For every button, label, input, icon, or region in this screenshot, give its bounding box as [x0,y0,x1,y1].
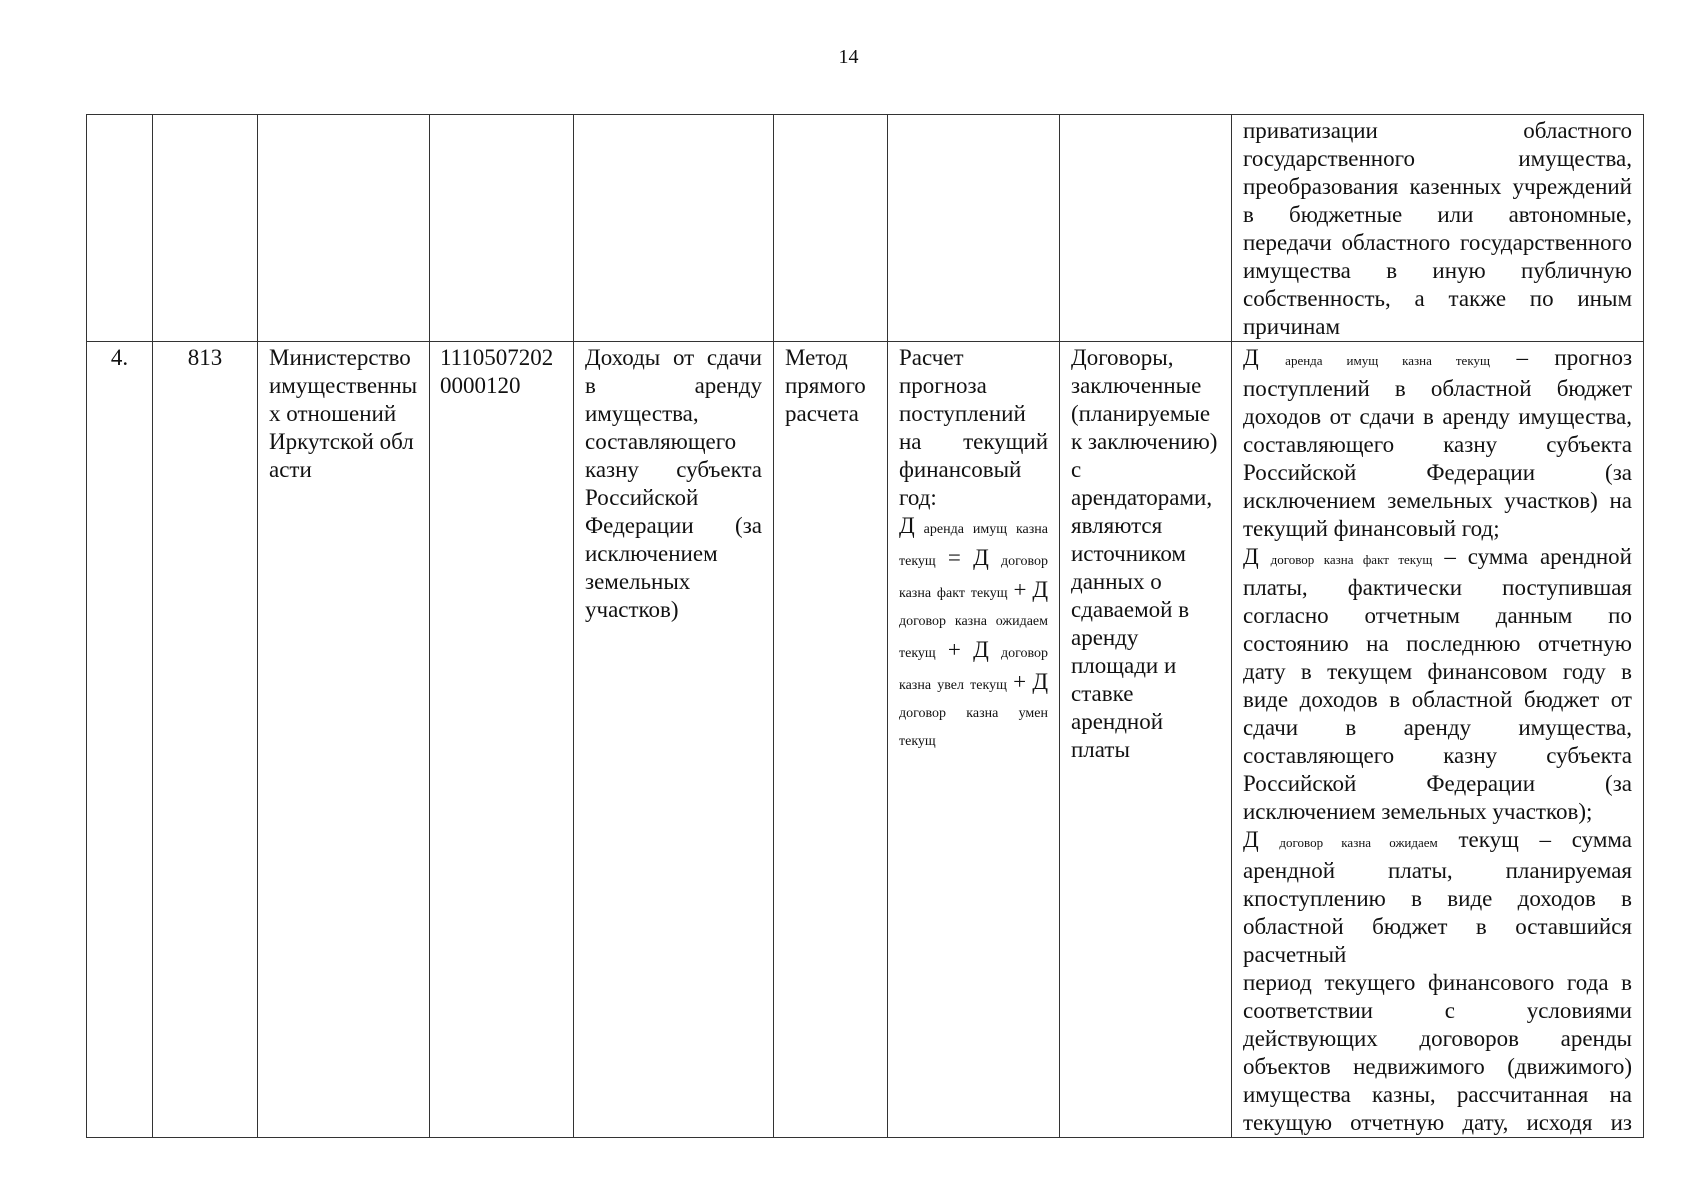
cell-calculation [888,342,1060,1138]
cell-kbk [430,342,574,1138]
cell-empty [258,115,430,342]
formula-subscript: договор казна факт текущ [899,554,1048,601]
formula-equals: = [947,545,961,570]
formula-subscript: договор казна ожидаем текущ [899,614,1048,661]
kbk-line-2: 0000120 [440,373,521,398]
description-paragraph [1243,826,1632,969]
cell-admin-code: 813 [153,342,258,1138]
formula-plus: + [1013,669,1027,694]
formula-symbol: Д [973,637,989,662]
formula-plus: + [947,637,961,662]
symbol-subscript: аренда имущ казна текущ [1285,353,1490,368]
revenue-forecast-table [86,114,1644,1138]
kbk-line-1: 1110507202 [440,345,554,370]
cell-empty [774,115,888,342]
cell-row-number: 4. [87,342,153,1138]
symbol-subscript: договор казна факт текущ [1270,552,1433,567]
cell-empty [1060,115,1232,342]
calculation-intro: Расчет прогноза поступлений на текущий финансовый год: [899,345,1048,510]
formula-subscript: аренда имущ казна текущ [899,522,1048,569]
cell-administrator: Министерство имущественных отношений Иркутской области [258,342,430,1138]
table-row-4 [87,342,1644,1138]
formula-symbol: Д [973,545,989,570]
cell-empty [888,115,1060,342]
table-row-continuation [87,115,1644,342]
symbol-d: Д [1243,827,1259,852]
cell-data-sources: Договоры, заключенные (планируемые к заключению) с арендаторами, являются источником данных о сдаваемой в аренду площади и ставке арендной платы [1060,342,1232,1138]
formula-plus: + [1013,577,1027,602]
description-paragraph [1243,543,1632,826]
description-paragraph [1243,344,1632,543]
formula-subscript: договор казна увел текущ [899,646,1048,693]
formula-symbol: Д [1032,577,1049,602]
cell-empty [153,115,258,342]
formula-subscript: договор казна умен текущ [899,706,1048,749]
formula-symbol: Д [1032,669,1049,694]
paragraph-text: – прогноз поступлений в областной бюджет доходов от сдачи в аренду имущества, составляющего казну субъекта Российской Федерации (за исключением земельных участков) на текущий финансовый год; [1243,345,1633,541]
paragraph-text: – сумма арендной платы, фактически поступившая согласно отчетным данным по состоянию на последнюю отчетную дату в текущем финансовом году в виде доходов в областной бюджет от сдачи в аренду имущества, составляющего казну субъекта Российской Федерации (за исключением земельных участков); [1243,544,1632,824]
cell-description [1232,342,1644,1138]
cell-description-continuation: приватизации областного государственного имущества, преобразования казенных учреждений в бюджетные или автономные, передачи областного государственного имущества в иную публичную собственность, а также по иным причинам [1232,115,1644,342]
page-number: 14 [838,46,859,68]
symbol-d: Д [1243,544,1259,569]
cell-empty [430,115,574,342]
cell-method: Метод прямого расчета [774,342,888,1138]
cell-income-name: Доходы от сдачи в аренду имущества, составляющего казну субъекта Российской Федерации (за исключением земельных участков) [574,342,774,1138]
cell-empty [574,115,774,342]
symbol-subscript: договор казна ожидаем [1279,835,1438,850]
symbol-d: Д [1243,345,1259,370]
cell-empty [87,115,153,342]
paragraph-text: текущ – сумма арендной платы, планируемая кпоступлению в виде доходов в областной бюджет в оставшийся расчетный [1243,827,1633,967]
calculation-formula [899,512,1048,756]
formula-symbol: Д [899,513,915,538]
description-paragraph: период текущего финансового года в соответствии с условиями действующих договоров аренды объектов недвижимого (движимого) имущества казны, рассчитанная на текущую отчетную дату, исходя из [1243,970,1632,1135]
